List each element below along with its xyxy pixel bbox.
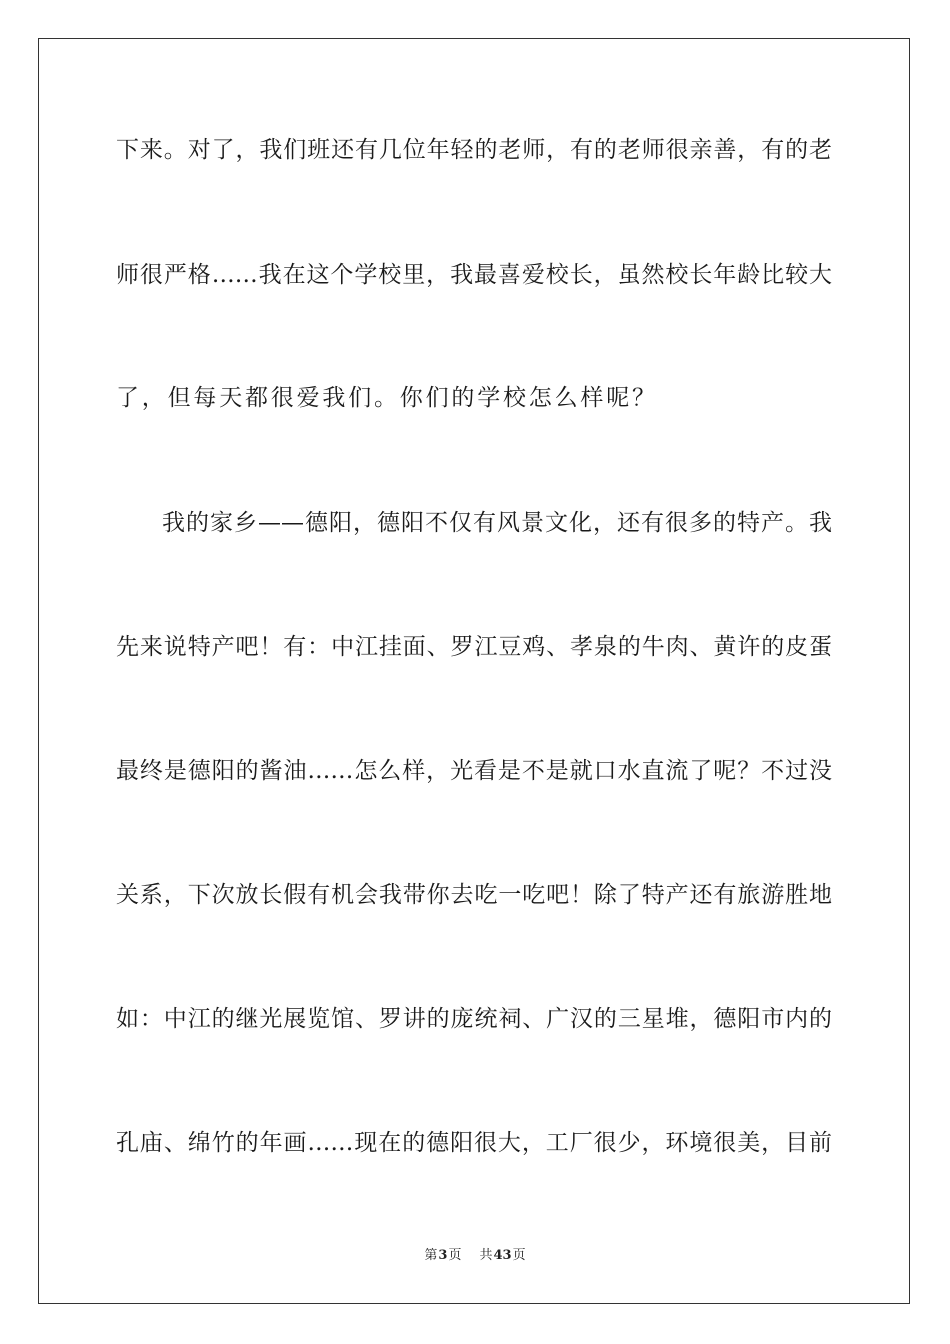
page-number: 3	[438, 1248, 448, 1263]
text-line-5: 先来说特产吧！有：中江挂面、罗江豆鸡、孝泉的牛肉、黄许的皮蛋	[116, 634, 832, 660]
text-line-7: 关系，下次放长假有机会我带你去吃一吃吧！除了特产还有旅游胜地	[116, 882, 832, 908]
text-line-1: 下来。对了，我们班还有几位年轻的老师，有的老师很亲善，有的老	[116, 137, 832, 163]
text-line-2: 师很严格……我在这个学校里，我最喜爱校长，虽然校长年龄比较大	[116, 262, 832, 288]
page-footer	[0, 1246, 950, 1266]
page-suffix: 页	[448, 1248, 462, 1263]
text-line-6: 最终是德阳的酱油……怎么样，光看是不是就口水直流了呢？不过没	[116, 758, 832, 784]
total-suffix: 页	[512, 1248, 526, 1263]
text-line-8: 如：中江的继光展览馆、罗讲的庞统祠、广汉的三星堆，德阳市内的	[116, 1006, 832, 1032]
page-prefix: 第	[424, 1248, 438, 1263]
total-pages: 43	[493, 1248, 512, 1263]
text-line-9: 孔庙、绵竹的年画……现在的德阳很大，工厂很少，环境很美，目前	[116, 1130, 832, 1156]
total-prefix: 共	[479, 1248, 493, 1263]
text-line-3: 了，但每天都很爱我们。你们的学校怎么样呢？	[116, 385, 658, 411]
page-border	[38, 38, 910, 1304]
paragraph-start-line: 我的家乡——德阳，德阳不仅有风景文化，还有很多的特产。我	[162, 510, 832, 536]
